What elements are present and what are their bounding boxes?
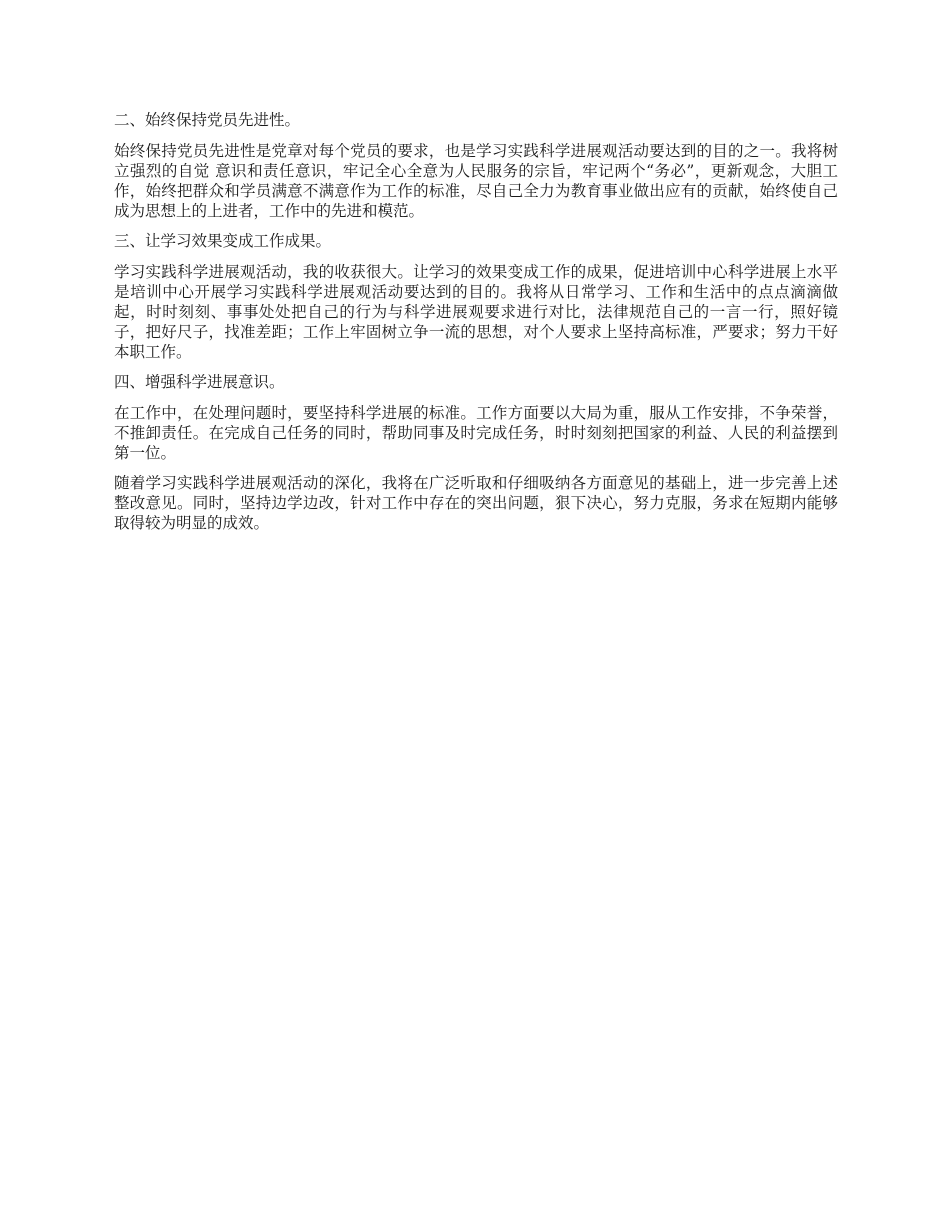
section-heading: 四、增强科学进展意识。 (114, 373, 285, 391)
body-paragraph: 学习实践科学进展观活动，我的收获很大。让学习的效果变成工作的成果，促进培训中心科学进展上水平是培训中心开展学习实践科学进展观活动要达到的目的。我将从日常学习、工作和生活中的点点滴滴做起，时时刻刻、事事处处把自己的行为与科学进展观要求进行对比，法律规范自己的一言一行，照好镜子，把好尺子，找准差距；工作上牢固树立争一流的思想，对个人要求上坚持高标准，严要求；努力干好本职工作。 (114, 263, 838, 361)
body-paragraph: 始终保持党员先进性是党章对每个党员的要求，也是学习实践科学进展观活动要达到的目的之一。我将树立强烈的自觉 意识和责任意识，牢记全心全意为人民服务的宗旨，牢记两个“务必”，更新观念，大胆工作，始终把群众和学员满意不满意作为工作的标准，尽自己全力为教育事业做出应有的贡献，始终使自己成为思想上的上进者，工作中的先进和模范。 (114, 142, 838, 220)
section-heading: 三、让学习效果变成工作成果。 (114, 232, 332, 250)
body-paragraph: 随着学习实践科学进展观活动的深化，我将在广泛听取和仔细吸纳各方面意见的基础上，进一步完善上述整改意见。同时，坚持边学边改，针对工作中存在的突出问题，狠下决心，努力克服，务求在短期内能够取得较为明显的成效。 (114, 474, 838, 532)
document-page (114, 110, 838, 543)
body-paragraph: 在工作中，在处理问题时，要坚持科学进展的标准。工作方面要以大局为重，服从工作安排，不争荣誉，不推卸责任。在完成自己任务的同时，帮助同事及时完成任务，时时刻刻把国家的利益、人民的利益摆到第一位。 (114, 404, 838, 462)
section-heading: 二、始终保持党员先进性。 (114, 111, 301, 129)
